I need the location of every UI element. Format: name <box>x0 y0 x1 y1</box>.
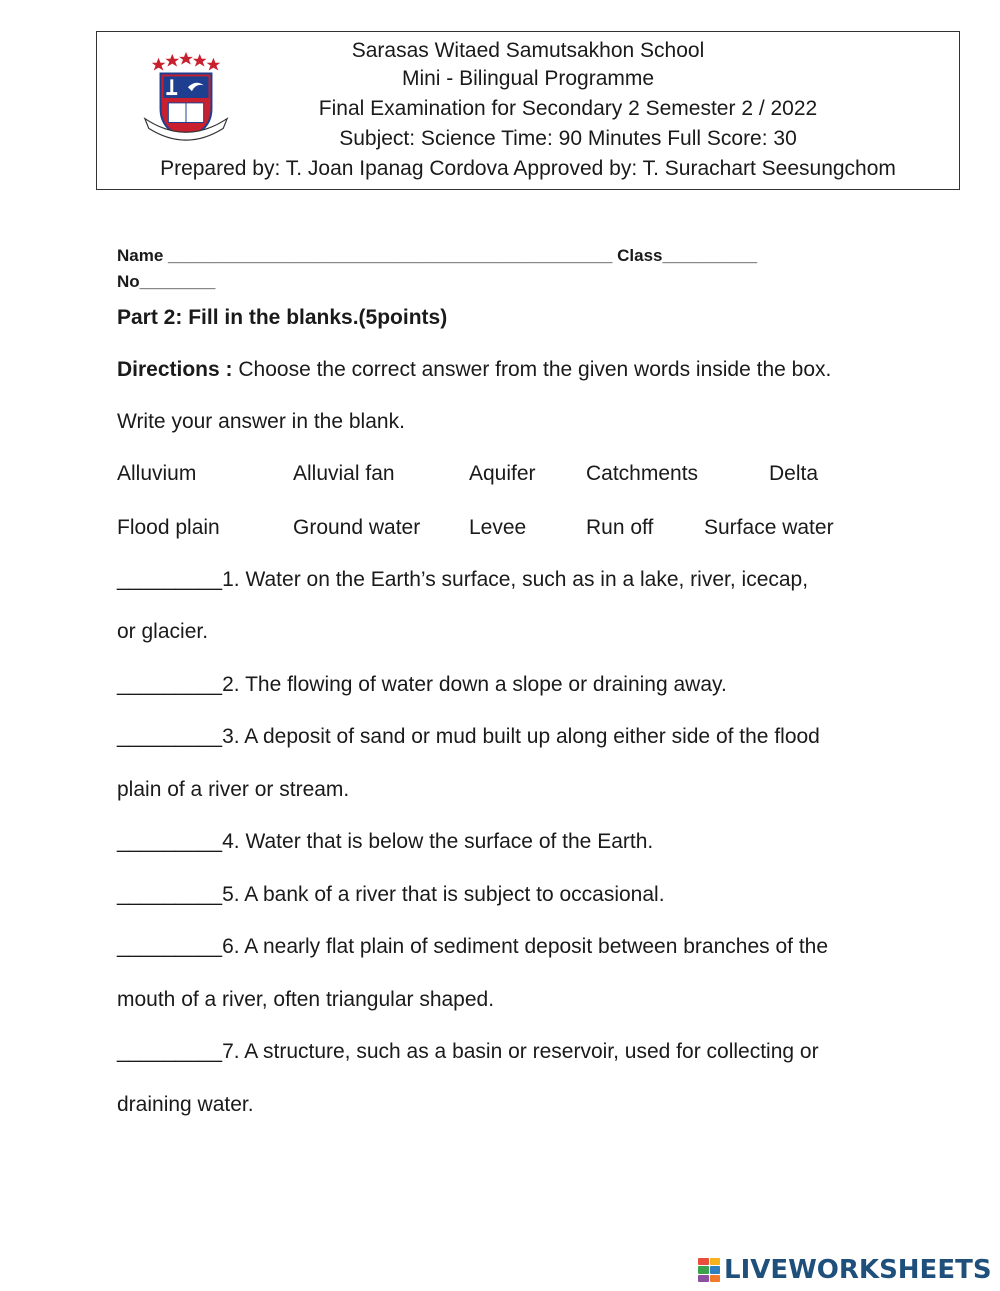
question-6-cont: mouth of a river, often triangular shaped. <box>117 988 495 1011</box>
question-3-cont: plain of a river or stream. <box>117 778 350 801</box>
word-bank-item: Levee <box>469 516 527 539</box>
question-1-cont: or glacier. <box>117 620 209 643</box>
watermark-text: LIVEWORKSHEETS <box>724 1255 992 1285</box>
word-bank-item: Surface water <box>704 516 834 539</box>
word-bank-item: Alluvium <box>117 462 197 485</box>
word-bank-item: Flood plain <box>117 516 220 539</box>
question-7-cont: draining water. <box>117 1093 254 1116</box>
directions <box>117 358 831 382</box>
subject-time-score: Subject: Science Time: 90 Minutes Full Score: 30 <box>339 127 797 150</box>
part-title: Part 2: Fill in the blanks.(5points) <box>117 306 448 329</box>
word-bank-item: Run off <box>586 516 654 539</box>
question-3[interactable]: _________3. A deposit of sand or mud built up along either side of the flood <box>117 725 820 748</box>
question-7[interactable]: _________7. A structure, such as a basin or reservoir, used for collecting or <box>117 1040 819 1063</box>
question-6[interactable]: _________6. A nearly flat plain of sediment deposit between branches of the <box>117 935 829 958</box>
question-5[interactable]: _________5. A bank of a river that is subject to occasional. <box>117 883 665 906</box>
number-field[interactable]: No________ <box>117 272 216 291</box>
prepared-approved: Prepared by: T. Joan Ipanag Cordova Approved by: T. Surachart Seesungchom <box>160 157 896 180</box>
write-instruction: Write your answer in the blank. <box>117 410 405 433</box>
word-bank-item: Aquifer <box>469 462 536 485</box>
programme-name: Mini - Bilingual Programme <box>401 67 655 90</box>
word-bank-item: Ground water <box>293 516 421 539</box>
exam-title: Final Examination for Secondary 2 Semester 2 / 2022 <box>318 97 818 120</box>
word-bank-item: Alluvial fan <box>293 462 395 485</box>
exam-header <box>96 31 960 190</box>
liveworksheets-watermark <box>698 1255 992 1285</box>
question-2[interactable]: _________2. The flowing of water down a slope or draining away. <box>117 673 727 696</box>
question-4[interactable]: _________4. Water that is below the surface of the Earth. <box>117 830 654 853</box>
directions-label: Directions : <box>117 358 233 381</box>
name-class-field[interactable]: Name _______________________________________________ Class__________ <box>117 246 758 265</box>
word-bank-item: Delta <box>769 462 819 485</box>
question-1[interactable]: _________1. Water on the Earth’s surface, such as in a lake, river, icecap, <box>117 568 809 591</box>
liveworksheets-logo-icon <box>698 1258 720 1282</box>
school-name: Sarasas Witaed Samutsakhon School <box>351 39 705 62</box>
directions-text: Choose the correct answer from the given words inside the box. <box>232 358 832 381</box>
word-bank-item: Catchments <box>586 462 699 485</box>
